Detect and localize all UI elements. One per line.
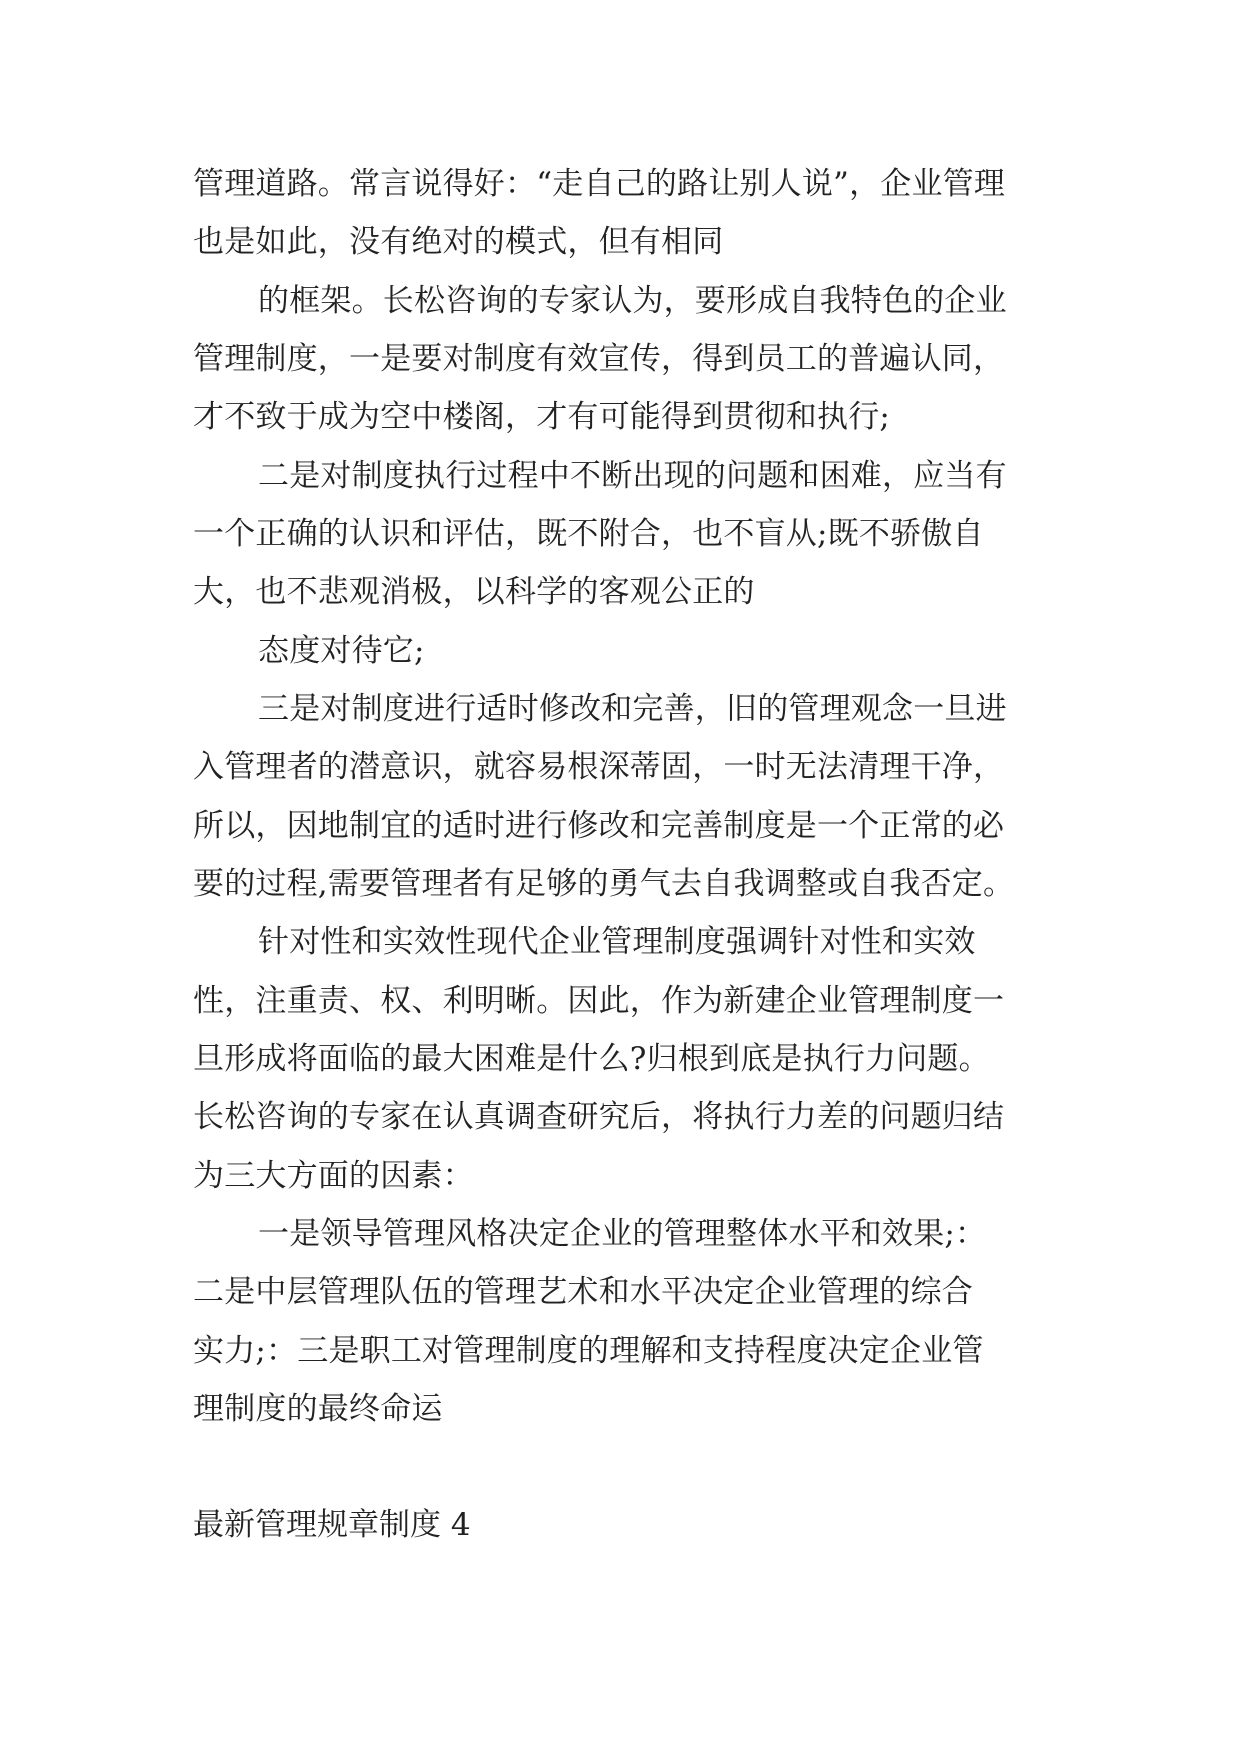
- text-line: 大，也不悲观消极，以科学的客观公正的: [193, 574, 755, 610]
- text-line: 要的过程,需要管理者有足够的勇气去自我调整或自我否定。: [193, 866, 1015, 902]
- text-line: 二是中层管理队伍的管理艺术和水平决定企业管理的综合: [193, 1274, 973, 1310]
- text-line: 为三大方面的因素：: [193, 1158, 474, 1194]
- text-line: 实力;：三是职工对管理制度的理解和支持程度决定企业管: [193, 1333, 984, 1369]
- text-line: 针对性和实效性现代企业管理制度强调针对性和实效: [258, 924, 976, 960]
- text-line: 性，注重责、权、利明晰。因此，作为新建企业管理制度一: [193, 983, 1005, 1019]
- text-line: 旦形成将面临的最大困难是什么?归根到底是执行力问题。: [193, 1041, 990, 1077]
- text-line: 管理道路。常言说得好：“走自己的路让别人说”，企业管理: [193, 166, 1006, 202]
- text-line: 也是如此，没有绝对的模式，但有相同: [193, 224, 724, 260]
- text-line: 管理制度，一是要对制度有效宣传，得到员工的普遍认同，: [193, 341, 1005, 377]
- text-line: 二是对制度执行过程中不断出现的问题和困难，应当有: [258, 458, 1007, 494]
- text-line: 一是领导管理风格决定企业的管理整体水平和效果;：: [258, 1216, 987, 1252]
- text-line: 才不致于成为空中楼阁，才有可能得到贯彻和执行;: [193, 399, 891, 435]
- text-line: 理制度的最终命运: [193, 1391, 443, 1427]
- section-heading: 最新管理规章制度 4: [193, 1507, 471, 1543]
- text-line: 的框架。长松咨询的专家认为，要形成自我特色的企业: [258, 283, 1007, 319]
- text-line: 长松咨询的专家在认真调查研究后，将执行力差的问题归结: [193, 1099, 1005, 1135]
- text-line: 一个正确的认识和评估，既不附合，也不盲从;既不骄傲自: [193, 516, 984, 552]
- text-line: 入管理者的潜意识，就容易根深蒂固，一时无法清理干净，: [193, 749, 1005, 785]
- text-line: 所以，因地制宜的适时进行修改和完善制度是一个正常的必: [193, 808, 1005, 844]
- text-line: 态度对待它;: [258, 633, 425, 669]
- text-line: 三是对制度进行适时修改和完善，旧的管理观念一旦进: [258, 691, 1007, 727]
